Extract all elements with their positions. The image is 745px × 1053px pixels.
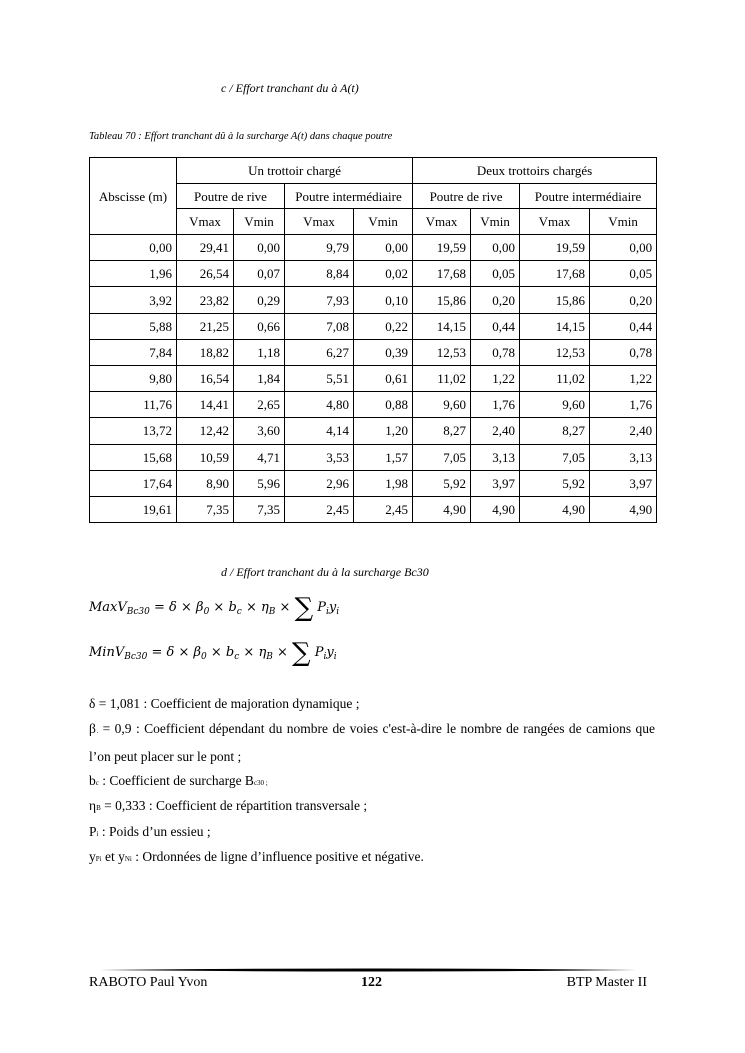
value-cell: 1,18 (234, 339, 285, 365)
formula-sub: i (333, 652, 337, 662)
table-row (90, 261, 657, 287)
eta-text: = 0,333 : Coefficient de répartition transversale ; (100, 798, 368, 813)
abscisse-cell: 15,68 (90, 444, 177, 470)
value-cell: 12,42 (177, 418, 234, 444)
value-cell: 29,41 (177, 235, 234, 261)
value-cell: 1,76 (471, 392, 520, 418)
value-cell: 14,15 (520, 313, 590, 339)
formula-part: × (275, 600, 295, 615)
footer-divider (100, 968, 640, 971)
value-cell: 2,40 (471, 418, 520, 444)
value-cell: 5,96 (234, 470, 285, 496)
table-caption: Tableau 70 : Effort tranchant dû à la surcharge A(t) dans chaque poutre (89, 131, 393, 142)
value-cell: 1,20 (354, 418, 413, 444)
formula-sub: B (266, 652, 273, 662)
formula-part: P (317, 600, 327, 615)
footer-program: BTP Master II (566, 975, 647, 990)
value-cell: 3,53 (285, 444, 354, 470)
header-value: Vmin (234, 209, 285, 235)
value-cell: 3,13 (471, 444, 520, 470)
value-cell: 9,79 (285, 235, 354, 261)
value-cell: 0,00 (590, 235, 657, 261)
abscisse-cell: 13,72 (90, 418, 177, 444)
formula-sub: Bc30 (126, 607, 150, 617)
value-cell: 17,68 (413, 261, 471, 287)
value-cell: 15,86 (413, 287, 471, 313)
table-row (90, 496, 657, 522)
formula-sub: Bc30 (124, 652, 148, 662)
value-cell: 12,53 (413, 339, 471, 365)
value-cell: 0,00 (471, 235, 520, 261)
formula-part: × (272, 645, 293, 660)
formula-part: × b (209, 600, 237, 615)
value-cell: 0,02 (354, 261, 413, 287)
definition-delta: δ = 1,081 : Coefficient de majoration dynamique ; (89, 696, 360, 711)
table-row (90, 418, 657, 444)
value-cell: 7,35 (177, 496, 234, 522)
value-cell: 0,29 (234, 287, 285, 313)
value-cell: 3,60 (234, 418, 285, 444)
header-value: Vmax (285, 209, 354, 235)
eta-symbol: η (89, 798, 97, 813)
value-cell: 0,05 (590, 261, 657, 287)
formula-part: × b (206, 645, 235, 660)
abscisse-cell: 1,96 (90, 261, 177, 287)
definition-eta (89, 793, 655, 821)
formula-sub: i (336, 607, 340, 617)
value-cell: 1,57 (354, 444, 413, 470)
abscisse-cell: 0,00 (90, 235, 177, 261)
value-cell: 10,59 (177, 444, 234, 470)
value-cell: 2,65 (234, 392, 285, 418)
abscisse-cell: 5,88 (90, 313, 177, 339)
value-cell: 8,27 (413, 418, 471, 444)
eta-subscript: B (96, 804, 101, 812)
value-cell: 0,39 (354, 339, 413, 365)
formula-sub: i (326, 607, 329, 617)
header-group-two: Deux trottoirs chargés (413, 158, 657, 184)
value-cell: 0,78 (471, 339, 520, 365)
bc-subscript: c (95, 779, 99, 787)
value-cell: 7,35 (234, 496, 285, 522)
value-cell: 0,00 (354, 235, 413, 261)
formula-part: × η (241, 600, 269, 615)
table-row (90, 287, 657, 313)
value-cell: 3,97 (590, 470, 657, 496)
y-text: : Ordonnées de ligne d’influence positive et négative. (131, 849, 424, 864)
pi-symbol: P (89, 824, 97, 839)
value-cell: 2,45 (285, 496, 354, 522)
table-row (90, 392, 657, 418)
bc-symbol: b (89, 773, 96, 788)
value-cell: 1,98 (354, 470, 413, 496)
value-cell: 4,71 (234, 444, 285, 470)
value-cell: 0,44 (471, 313, 520, 339)
abscisse-cell: 17,64 (90, 470, 177, 496)
header-beam: Poutre de rive (177, 183, 285, 209)
formula-max (89, 593, 339, 623)
value-cell: 5,92 (413, 470, 471, 496)
value-cell: 3,13 (590, 444, 657, 470)
definition-y (89, 844, 655, 872)
header-value: Vmin (354, 209, 413, 235)
value-cell: 19,59 (413, 235, 471, 261)
abscisse-cell: 19,61 (90, 496, 177, 522)
table-row (90, 313, 657, 339)
formula-part: P (314, 645, 324, 660)
table-row (90, 366, 657, 392)
y-symbol: y (89, 849, 96, 864)
value-cell: 7,93 (285, 287, 354, 313)
value-cell: 9,60 (520, 392, 590, 418)
value-cell: 14,15 (413, 313, 471, 339)
header-value: Vmin (471, 209, 520, 235)
value-cell: 7,05 (520, 444, 590, 470)
value-cell: 4,14 (285, 418, 354, 444)
formula-part: × η (239, 645, 267, 660)
value-cell: 9,60 (413, 392, 471, 418)
value-cell: 12,53 (520, 339, 590, 365)
formula-part: y (326, 645, 334, 660)
value-cell: 0,78 (590, 339, 657, 365)
formula-part: = δ × β (147, 645, 202, 660)
header-beam: Poutre de rive (413, 183, 520, 209)
section-d-heading: d / Effort tranchant du à la surcharge Bc30 (221, 565, 429, 579)
sum-symbol: ∑ (294, 593, 314, 623)
value-cell: 8,84 (285, 261, 354, 287)
formula-sub: 0 (203, 607, 210, 617)
formula-part: y (328, 600, 337, 615)
value-cell: 17,68 (520, 261, 590, 287)
formula-sub: c (234, 652, 240, 662)
value-cell: 4,90 (413, 496, 471, 522)
y-subscript: Ni (124, 855, 132, 863)
value-cell: 0,07 (234, 261, 285, 287)
formula-sub: c (236, 607, 242, 617)
value-cell: 0,88 (354, 392, 413, 418)
table-row (90, 444, 657, 470)
definition-beta (89, 716, 655, 770)
footer-divider-line (100, 968, 640, 972)
table-row (90, 235, 657, 261)
value-cell: 0,66 (234, 313, 285, 339)
value-cell: 1,84 (234, 366, 285, 392)
formula-min (89, 638, 337, 668)
page-number: 122 (361, 975, 382, 990)
table-row (90, 470, 657, 496)
value-cell: 26,54 (177, 261, 234, 287)
value-cell: 8,90 (177, 470, 234, 496)
footer-author: RABOTO Paul Yvon (89, 975, 208, 990)
value-cell: 14,41 (177, 392, 234, 418)
beta-symbol: β (89, 721, 96, 736)
value-cell: 0,22 (354, 313, 413, 339)
value-cell: 21,25 (177, 313, 234, 339)
value-cell: 0,00 (234, 235, 285, 261)
value-cell: 0,20 (471, 287, 520, 313)
value-cell: 1,22 (471, 366, 520, 392)
value-cell: 2,96 (285, 470, 354, 496)
section-c-heading: c / Effort tranchant du à A(t) (221, 81, 359, 95)
sum-symbol: ∑ (292, 638, 311, 668)
value-cell: 6,27 (285, 339, 354, 365)
value-cell: 4,90 (520, 496, 590, 522)
value-cell: 5,92 (520, 470, 590, 496)
header-value: Vmax (177, 209, 234, 235)
beta-text: = 0,9 : Coefficient dépendant du nombre de voies c'est-à-dire le nombre de rangées de camions que l’on peut placer sur le pont ; (89, 721, 655, 765)
value-cell: 23,82 (177, 287, 234, 313)
value-cell: 8,27 (520, 418, 590, 444)
header-abscisse: Abscisse (m) (90, 158, 177, 235)
table-row (90, 339, 657, 365)
value-cell: 0,05 (471, 261, 520, 287)
abscisse-cell: 7,84 (90, 339, 177, 365)
formula-part: = δ × β (149, 600, 204, 615)
header-value: Vmax (413, 209, 471, 235)
abscisse-cell: 9,80 (90, 366, 177, 392)
formula-lhs: MinV (89, 645, 125, 660)
header-beam: Poutre intermédiaire (285, 183, 413, 209)
value-cell: 7,05 (413, 444, 471, 470)
formula-lhs: MaxV (89, 600, 127, 615)
bc-tail: c30 ; (253, 779, 268, 787)
shear-force-table (89, 157, 657, 523)
header-beam: Poutre intermédiaire (520, 183, 657, 209)
table-body (90, 235, 657, 523)
header-value: Vmin (590, 209, 657, 235)
pi-text: : Poids d’un essieu ; (98, 824, 211, 839)
value-cell: 3,97 (471, 470, 520, 496)
value-cell: 11,02 (520, 366, 590, 392)
value-cell: 7,08 (285, 313, 354, 339)
bc-text: : Coefficient de surcharge B (98, 773, 254, 788)
value-cell: 0,20 (590, 287, 657, 313)
value-cell: 0,10 (354, 287, 413, 313)
value-cell: 0,61 (354, 366, 413, 392)
beta-subscript: . (95, 727, 99, 735)
formula-sub: 0 (201, 652, 207, 662)
value-cell: 18,82 (177, 339, 234, 365)
formula-sub: i (323, 652, 327, 662)
value-cell: 4,90 (590, 496, 657, 522)
value-cell: 5,51 (285, 366, 354, 392)
value-cell: 2,45 (354, 496, 413, 522)
y-subscript: Pi (95, 855, 102, 863)
y-and: et y (101, 849, 125, 864)
value-cell: 1,76 (590, 392, 657, 418)
abscisse-cell: 3,92 (90, 287, 177, 313)
value-cell: 0,44 (590, 313, 657, 339)
value-cell: 4,80 (285, 392, 354, 418)
value-cell: 2,40 (590, 418, 657, 444)
value-cell: 4,90 (471, 496, 520, 522)
value-cell: 15,86 (520, 287, 590, 313)
header-value: Vmax (520, 209, 590, 235)
value-cell: 16,54 (177, 366, 234, 392)
pi-subscript: i (96, 830, 99, 838)
value-cell: 1,22 (590, 366, 657, 392)
value-cell: 11,02 (413, 366, 471, 392)
value-cell: 19,59 (520, 235, 590, 261)
formula-sub: B (268, 607, 276, 617)
abscisse-cell: 11,76 (90, 392, 177, 418)
header-group-one: Un trottoir chargé (177, 158, 413, 184)
